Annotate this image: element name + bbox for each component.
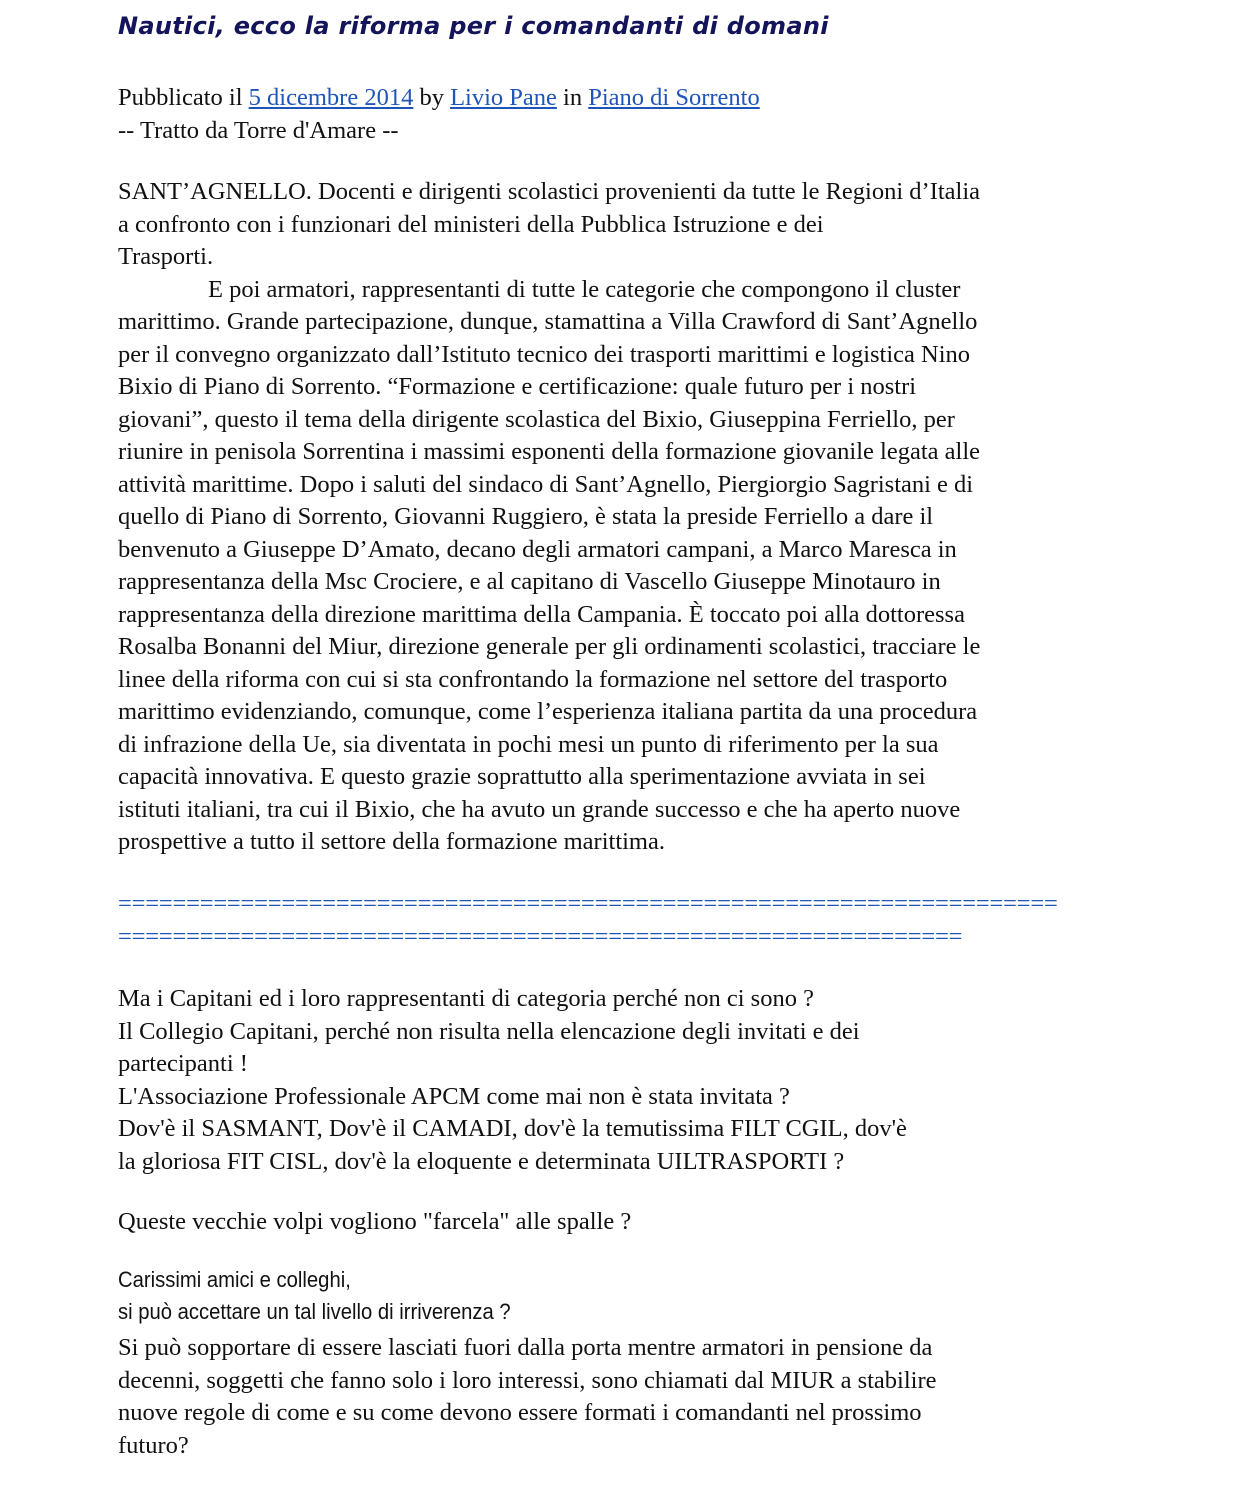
article-line: prospettive a tutto il settore della formazione marittima. [118, 828, 665, 855]
article-line: rappresentanza della direzione marittima della Campania. È toccato poi alla dottoressa [118, 600, 965, 628]
comment-line: Ma i Capitani ed i loro rappresentanti di categoria perché non ci sono ? [118, 985, 814, 1012]
published-prefix: Pubblicato il [118, 84, 249, 111]
article-line: E poi armatori, rappresentanti di tutte le categorie che compongono il cluster [208, 275, 961, 303]
article-meta [118, 82, 760, 147]
location-link[interactable]: Piano di Sorrento [588, 84, 760, 111]
article-line: istituti italiani, tra cui il Bixio, che ha avuto un grande successo e che ha aperto nuove [118, 795, 961, 823]
closing-line: futuro? [118, 1431, 189, 1459]
source-line: -- Tratto da Torre d'Amare -- [118, 116, 399, 144]
article-line: SANT’AGNELLO. Docenti e dirigenti scolastici provenienti da tutte le Regioni d’Italia [118, 178, 981, 205]
closing-greeting [118, 1264, 511, 1328]
article-line: marittimo evidenziando, comunque, come l’esperienza italiana partita da una procedura [118, 698, 978, 725]
article-line: per il convegno organizzato dall’Istituto tecnico dei trasporti marittimi e logistica Nino [118, 340, 971, 368]
comment-line: partecipanti ! [118, 1050, 248, 1077]
article-line: a confronto con i funzionari del ministeri della Pubblica Istruzione e dei [118, 210, 824, 238]
closing-line: decenni, soggetti che fanno solo i loro interessi, sono chiamati dal MIUR a stabilire [118, 1366, 937, 1394]
article-line: linee della riforma con cui si sta confrontando la formazione nel settore del trasporto [118, 665, 948, 693]
page-title: Nautici, ecco la riforma per i comandanti di domani [118, 12, 829, 40]
publication-line [118, 82, 760, 115]
date-link[interactable]: 5 dicembre 2014 [248, 84, 414, 111]
article-line: benvenuto a Giuseppe D’Amato, decano degli armatori campani, a Marco Maresca in [118, 535, 957, 563]
article-line: attività marittime. Dopo i saluti del sindaco di Sant’Agnello, Piergiorgio Sagristani e di [118, 470, 974, 498]
article-line: Bixio di Piano di Sorrento. “Formazione e certificazione: quale futuro per i nostri [118, 373, 917, 400]
comment-section [118, 983, 907, 1239]
spacer [118, 1178, 907, 1206]
closing-paragraph [118, 1332, 937, 1462]
article-line: di infrazione della Ue, sia diventata in pochi mesi un punto di riferimento per la sua [118, 730, 939, 758]
comment-line: Il Collegio Capitani, perché non risulta nella elencazione degli invitati e dei [118, 1017, 860, 1045]
closing-line: nuove regole di come e su come devono essere formati i comandanti nel prossimo [118, 1399, 922, 1426]
article-line: rappresentanza della Msc Crociere, e al capitano di Vascello Giuseppe Minotauro in [118, 568, 941, 595]
author-link[interactable]: Livio Pane [450, 84, 557, 111]
separator-line: ============================================================== [118, 922, 963, 950]
article-body [118, 176, 980, 859]
article-line: capacità innovativa. E questo grazie soprattutto alla sperimentazione avviata in sei [118, 763, 926, 790]
comment-line: Dov'è il SASMANT, Dov'è il CAMADI, dov'è la temutissima FILT CGIL, dov'è [118, 1115, 907, 1142]
closing-line: Si può sopportare di essere lasciati fuori dalla porta mentre armatori in pensione da [118, 1334, 933, 1361]
article-line: quello di Piano di Sorrento, Giovanni Ruggiero, è stata la preside Ferriello a dare il [118, 503, 934, 530]
comment-line: L'Associazione Professionale APCM come mai non è stata invitata ? [118, 1082, 790, 1110]
closing-line: si può accettare un tal livello di irriverenza ? [118, 1299, 511, 1324]
separator-rule [118, 888, 1058, 953]
article-line: riunire in penisola Sorrentina i massimi esponenti della formazione giovanile legata alle [118, 438, 980, 465]
separator-line: ===================================================================== [118, 890, 1058, 917]
article-line: Trasporti. [118, 243, 214, 270]
comment-line: la gloriosa FIT CISL, dov'è la eloquente e determinata UILTRASPORTI ? [118, 1147, 845, 1175]
in-text: in [556, 84, 589, 111]
article-line: marittimo. Grande partecipazione, dunque, stamattina a Villa Crawford di Sant’Agnello [118, 308, 978, 335]
closing-line: Carissimi amici e colleghi, [118, 1267, 351, 1292]
comment-question: Queste vecchie volpi vogliono "farcela" alle spalle ? [118, 1208, 632, 1235]
by-text: by [413, 84, 451, 111]
article-line: giovani”, questo il tema della dirigente scolastica del Bixio, Giuseppina Ferriello, per [118, 405, 955, 433]
article-line: Rosalba Bonanni del Miur, direzione generale per gli ordinamenti scolastici, tracciare le [118, 633, 981, 660]
